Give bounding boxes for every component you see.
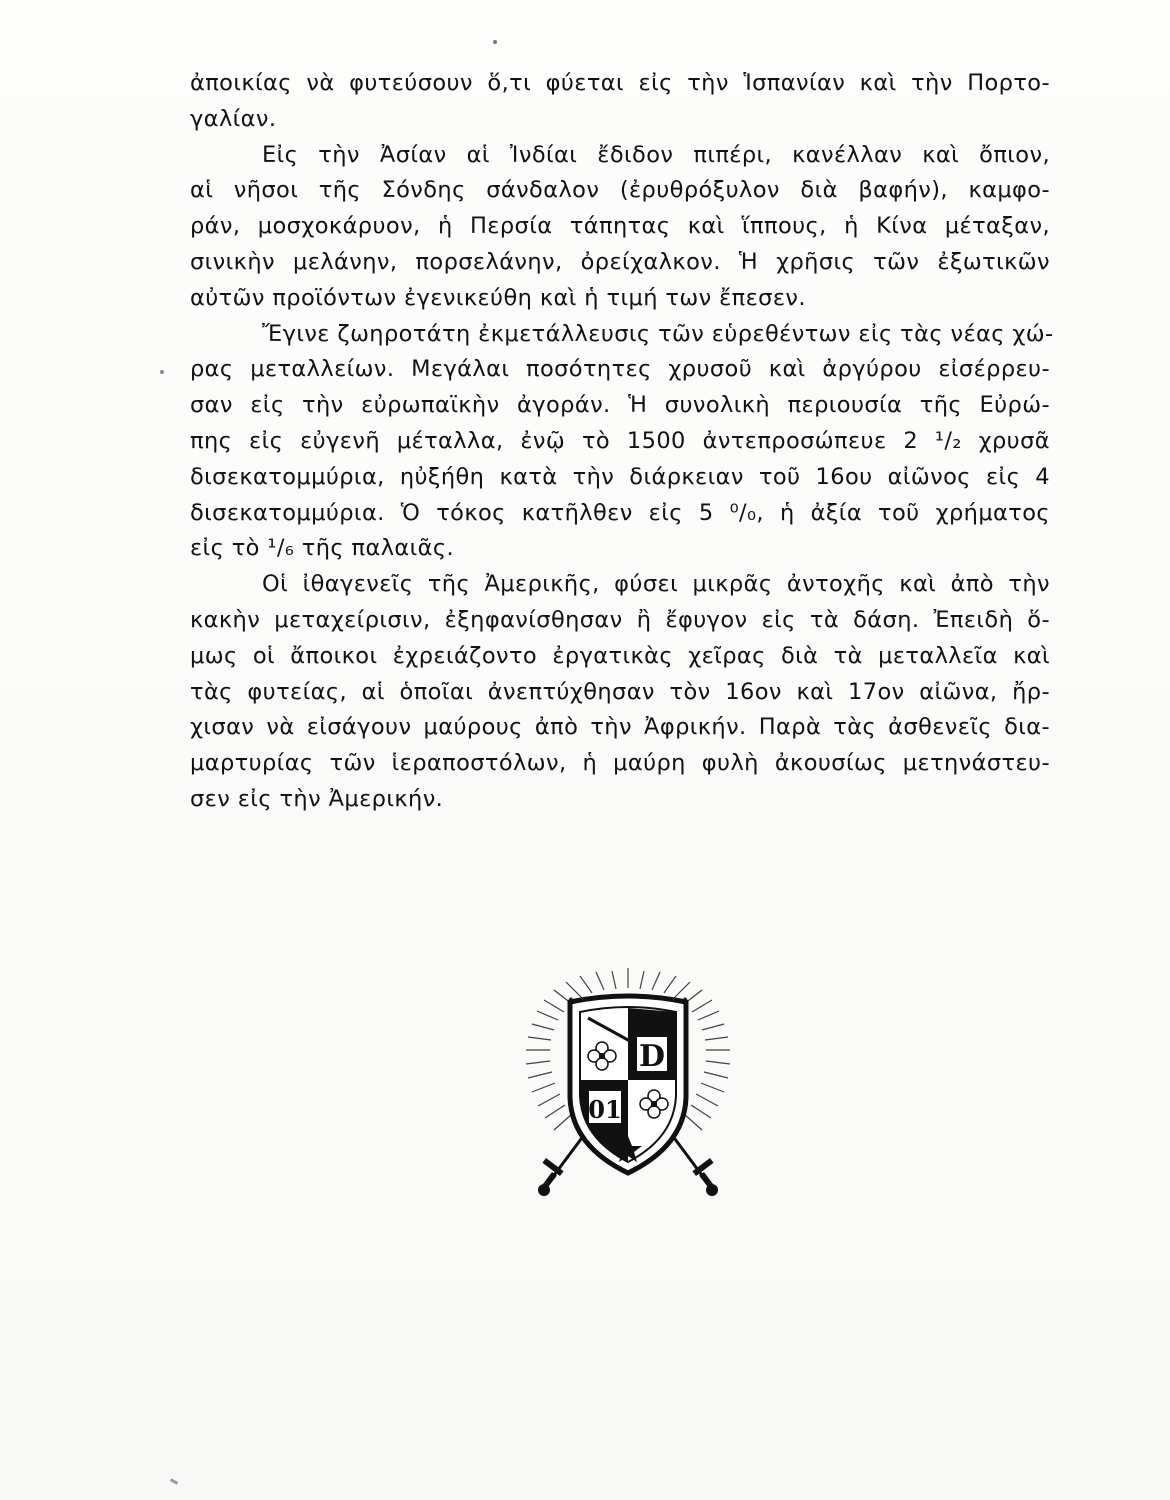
text-line: σαν εἰς τὴν εὐρωπαϊκὴν ἀγοράν. Ἡ συνολικὴ περιουσία τῆς Εὐρώ- <box>190 392 1050 419</box>
paragraph <box>190 567 1050 818</box>
text-line: αὐτῶν προϊόντων ἐγενικεύθη καὶ ἡ τιμή των ἔπεσεν. <box>190 284 806 311</box>
text-line: εἰς τὸ ¹/₆ τῆς παλαιᾶς. <box>190 535 455 562</box>
text-line: κακὴν μεταχείρισιν, ἐξηφανίσθησαν ἢ ἔφυγον εἰς τὰ δάση. Ἐπειδὴ ὅ- <box>190 606 1050 633</box>
text-line: γαλίαν. <box>190 105 277 132</box>
text-line: αἱ νῆσοι τῆς Σόνδης σάνδαλον (ἐρυθρόξυλον διὰ βαφήν), καμφο- <box>190 177 1050 204</box>
text-line: πης εἰς εὐγενῆ μέταλλα, ἐνῷ τὸ 1500 ἀντεπροσώπευε 2 ¹/₂ χρυσᾶ <box>190 427 1050 454</box>
text-line: Εἰς τὴν Ἀσίαν αἱ Ἰνδίαι ἔδιδον πιπέρι, κανέλλαν καὶ ὄπιον, <box>262 141 1050 168</box>
text-line: δισεκατομμύρια, ηὐξήθη κατὰ τὴν διάρκειαν τοῦ 16ου αἰῶνος εἰς 4 <box>190 463 1050 490</box>
paragraph <box>190 317 1054 568</box>
text-line: ἀποικίας νὰ φυτεύσουν ὅ,τι φύεται εἰς τὴν Ἱσπανίαν καὶ τὴν Πορτο- <box>190 70 1050 96</box>
margin-speck <box>160 370 164 374</box>
emblem-letter: D <box>638 1039 666 1074</box>
coat-of-arms-icon <box>508 968 748 1208</box>
text-line: σινικὴν μελάνην, πορσελάνην, ὀρείχαλκον. Ἡ χρῆσις τῶν ἐξωτικῶν <box>190 248 1050 275</box>
text-line: Ἔγινε ζωηροτάτη ἐκμετάλλευσις τῶν εὑρεθέντων εἰς τὰς νέας χώ- <box>262 320 1054 347</box>
text-line: ράν, μοσχοκάρυον, ἡ Περσία τάπητας καὶ ἵππους, ἡ Κίνα μέταξαν, <box>190 213 1050 240</box>
text-line: ρας μεταλλείων. Μεγάλαι ποσότητες χρυσοῦ καὶ ἀργύρου εἰσέρρευ- <box>190 356 1050 383</box>
body-text <box>190 66 1054 818</box>
text-line: μως οἱ ἄποικοι ἐχρειάζοντο ἐργατικὰς χεῖρας διὰ τὰ μεταλλεῖα καὶ <box>190 642 1050 669</box>
text-line: χισαν νὰ εἰσάγουν μαύρους ἀπὸ τὴν Ἀφρικήν. Παρὰ τὰς ἀσθενεῖς δια- <box>190 714 1050 741</box>
margin-mark <box>170 1478 178 1485</box>
text-line: δισεκατομμύρια. Ὁ τόκος κατῆλθεν εἰς 5 ⁰/₀, ἡ ἀξία τοῦ χρήματος <box>190 499 1050 526</box>
text-line: μαρτυρίας τῶν ἱεραποστόλων, ἡ μαύρη φυλὴ ἀκουσίως μετηνάστευ- <box>190 750 1050 777</box>
emblem-number: 01 <box>588 1095 622 1124</box>
text-line: τὰς φυτείας, αἱ ὁποῖαι ἀνεπτύχθησαν τὸν 16ον καὶ 17ον αἰῶνα, ἤρ- <box>190 678 1050 705</box>
ink-speck <box>493 40 497 44</box>
text-line: σεν εἰς τὴν Ἀμερικήν. <box>190 785 444 812</box>
text-line: Οἱ ἰθαγενεῖς τῆς Ἀμερικῆς, φύσει μικρᾶς ἀντοχῆς καὶ ἀπὸ τὴν <box>262 571 1050 598</box>
paragraph <box>190 138 1050 317</box>
paragraph <box>190 66 1050 138</box>
